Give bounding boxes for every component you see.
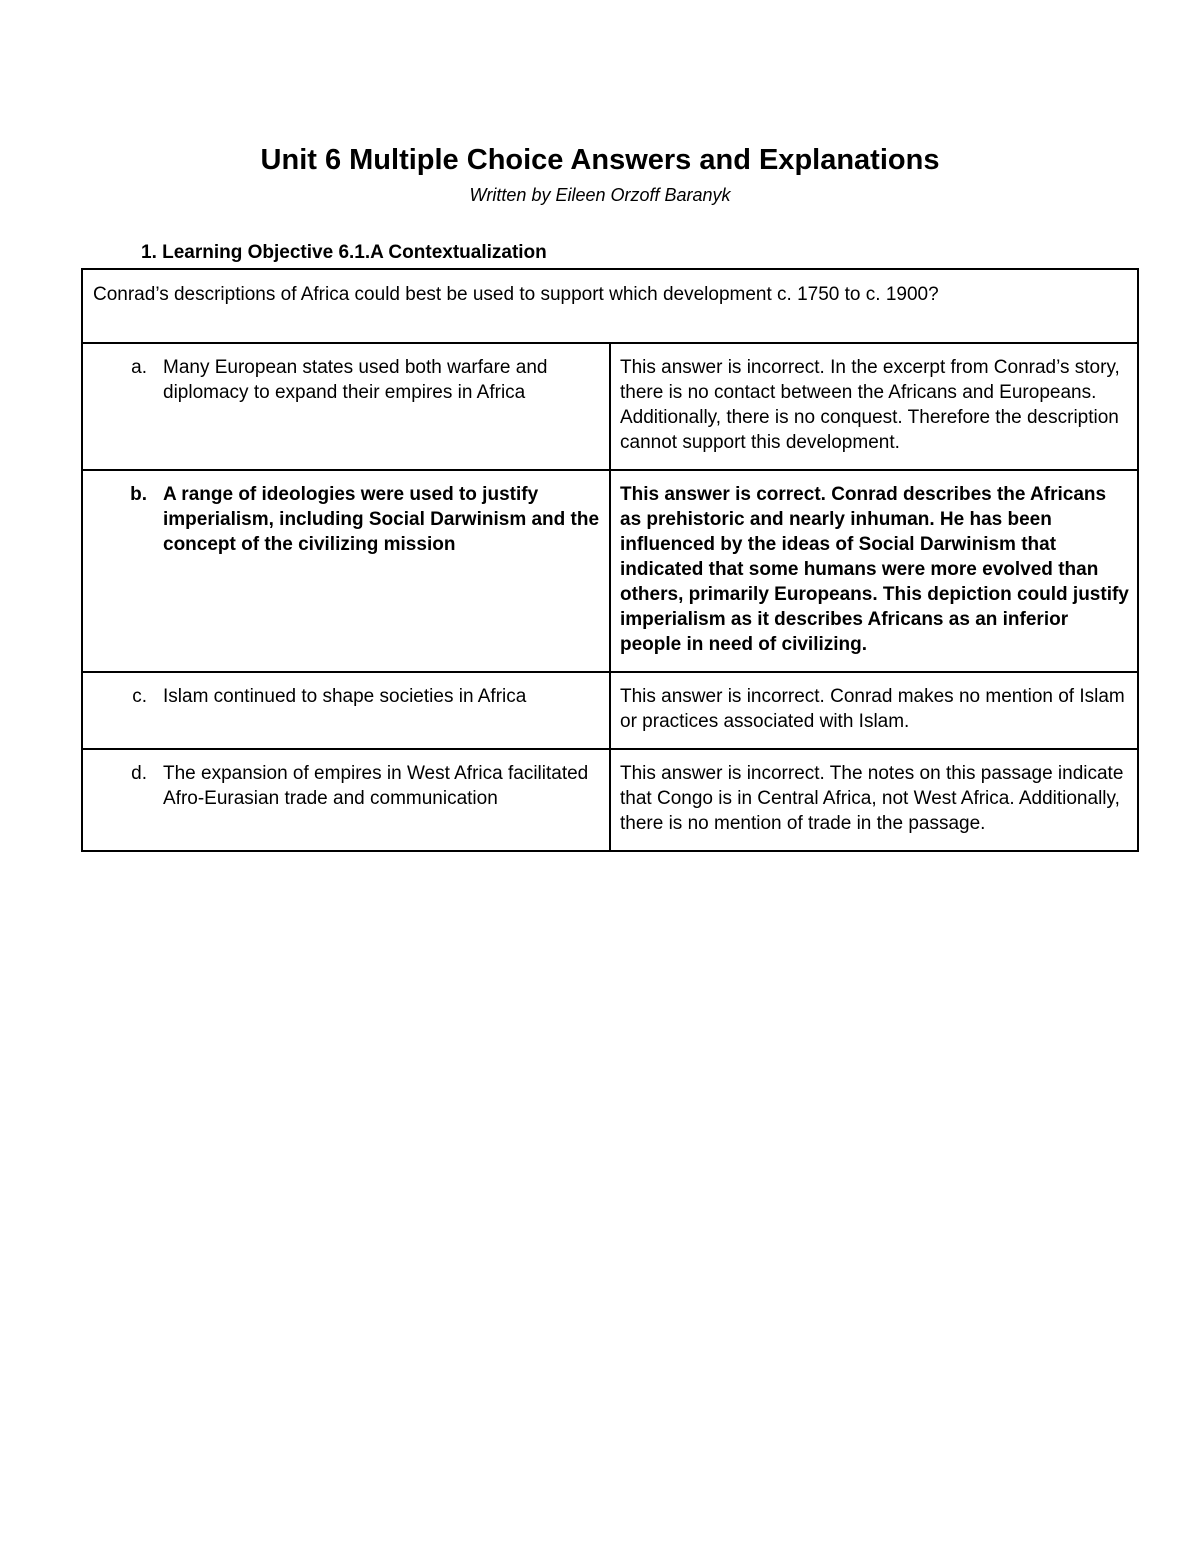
choice-text-c: Islam continued to shape societies in Africa <box>163 686 527 707</box>
choice-letter-c: c. <box>132 686 147 707</box>
choice-row-a <box>82 343 1138 470</box>
page-title: Unit 6 Multiple Choice Answers and Explanations <box>260 144 940 176</box>
question-stem-row <box>82 269 1138 343</box>
choice-row-d <box>82 749 1138 851</box>
question-stem: Conrad’s descriptions of Africa could best be used to support which development c. 1750 to c. 1900? <box>82 269 1138 343</box>
answer-table <box>81 268 1139 852</box>
choice-text-b: A range of ideologies were used to justify imperialism, including Social Darwinism and the concept of the civilizing mission <box>163 484 600 555</box>
choice-cell-d <box>82 749 610 851</box>
author-byline: Written by Eileen Orzoff Baranyk <box>469 185 731 205</box>
choice-letter-d: d. <box>131 763 147 784</box>
choice-cell-a <box>82 343 610 470</box>
explanation-a: This answer is incorrect. In the excerpt from Conrad’s story, there is no contact between the Africans and Europeans. Additionally, there is no conquest. Therefore the description cannot support this development. <box>610 343 1138 470</box>
question-heading: 1. Learning Objective 6.1.A Contextualization <box>141 242 547 263</box>
choice-cell-b <box>82 470 610 672</box>
choice-text-d: The expansion of empires in West Africa facilitated Afro-Eurasian trade and communication <box>163 763 589 809</box>
choice-row-b-correct <box>82 470 1138 672</box>
choice-letter-b: b. <box>130 484 147 505</box>
choice-text-a: Many European states used both warfare and diplomacy to expand their empires in Africa <box>163 357 548 403</box>
choice-cell-c <box>82 672 610 749</box>
explanation-c: This answer is incorrect. Conrad makes no mention of Islam or practices associated with Islam. <box>610 672 1138 749</box>
explanation-d: This answer is incorrect. The notes on this passage indicate that Congo is in Central Africa, not West Africa. Additionally, there is no mention of trade in the passage. <box>610 749 1138 851</box>
choice-row-c <box>82 672 1138 749</box>
explanation-b: This answer is correct. Conrad describes the Africans as prehistoric and nearly inhuman. He has been influenced by the ideas of Social Darwinism that indicated that some humans were more evolved than others, primarily Europeans. This depiction could justify imperialism as it describes Africans as an inferior people in need of civilizing. <box>610 470 1138 672</box>
choice-letter-a: a. <box>131 357 147 378</box>
